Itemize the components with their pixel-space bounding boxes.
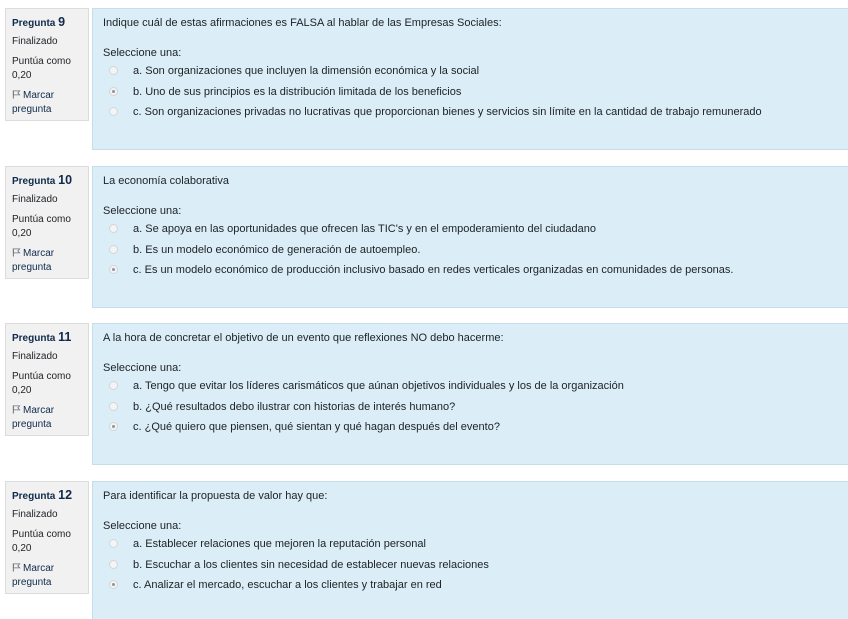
radio-button[interactable] [109,402,118,411]
flag-icon[interactable] [12,563,21,572]
answer-option[interactable] [103,555,848,576]
question-grade: Puntúa como 0,20 [12,55,88,83]
radio-button[interactable] [109,224,118,233]
answer-option[interactable] [103,102,848,123]
answer-list [103,219,848,281]
answer-option[interactable] [103,575,848,596]
answer-list [103,61,848,123]
flag-icon[interactable] [12,405,21,414]
answer-label[interactable]: c. ¿Qué quiero que piensen, qué sientan y qué hagan después del evento? [133,421,500,433]
answer-label[interactable]: c. Son organizaciones privadas no lucrativas que proporcionan bienes y servicios sin límite en la cantidad de trabajo remunerado [133,106,762,118]
question-number-value: 10 [58,173,73,187]
question-number-value: 11 [58,330,72,344]
flag-question-link[interactable]: Marcar pregunta [12,405,55,430]
question-grade: Puntúa como 0,20 [12,528,88,556]
question-block [0,323,848,465]
select-one-prompt: Seleccione una: [103,47,182,59]
question-text: Indique cuál de estas afirmaciones es FALSA al hablar de las Empresas Sociales: [103,17,502,29]
answer-label[interactable]: c. Analizar el mercado, escuchar a los clientes y trabajar en red [133,579,442,591]
grade-value: 0,20 [12,385,32,396]
answer-list [103,534,848,596]
grade-value: 0,20 [12,70,32,81]
radio-button[interactable] [109,422,118,431]
answer-label[interactable]: a. Establecer relaciones que mejoren la reputación personal [133,538,426,550]
radio-button[interactable] [109,560,118,569]
answer-option[interactable] [103,417,848,438]
flag-icon[interactable] [12,248,21,257]
answer-option[interactable] [103,376,848,397]
answer-label[interactable]: b. Es un modelo económico de generación de autoempleo. [133,243,421,256]
question-grade: Puntúa como 0,20 [12,370,88,398]
question-content [92,166,848,308]
question-info [5,166,89,279]
answer-label[interactable]: a. Son organizaciones que incluyen la dimensión económica y la social [133,65,480,77]
flag-question-link[interactable]: Marcar pregunta [12,90,55,115]
question-info [5,481,89,594]
question-number-value: 12 [58,488,73,502]
answer-label[interactable]: b. Escuchar a los clientes sin necesidad de establecer nuevas relaciones [133,558,489,571]
answer-label[interactable]: b. Uno de sus principios es la distribución limitada de los beneficios [133,85,462,98]
answer-option[interactable] [103,260,848,281]
question-number: Pregunta 10 [12,173,73,187]
answer-option[interactable] [103,82,848,103]
question-text: A la hora de concretar el objetivo de un evento que reflexiones NO debo hacerme: [103,332,504,344]
flag-question-link[interactable]: Marcar pregunta [12,563,55,588]
answer-label[interactable]: a. Se apoya en las oportunidades que ofrecen las TIC's y en el empoderamiento del ciudadano [133,223,596,235]
select-one-prompt: Seleccione una: [103,520,182,532]
question-content [92,323,848,465]
answer-list [103,376,848,438]
question-content [92,8,848,150]
radio-button[interactable] [109,381,118,390]
flag-question-link[interactable]: Marcar pregunta [12,248,55,273]
answer-label[interactable]: c. Es un modelo económico de producción inclusivo basado en redes verticales organizadas en comunidades de personas. [133,264,734,276]
radio-button[interactable] [109,265,118,274]
question-state: Finalizado [12,509,58,520]
answer-label[interactable]: a. Tengo que evitar los líderes carismáticos que aúnan objetivos individuales y los de la organización [133,380,624,392]
select-one-prompt: Seleccione una: [103,205,182,217]
question-block [0,481,848,619]
answer-option[interactable] [103,219,848,240]
radio-button[interactable] [109,539,118,548]
radio-button[interactable] [109,580,118,589]
answer-label[interactable]: b. ¿Qué resultados debo ilustrar con historias de interés humano? [133,400,456,413]
question-block [0,166,848,308]
answer-option[interactable] [103,534,848,555]
question-number: Pregunta 11 [12,330,72,344]
question-state: Finalizado [12,194,58,205]
question-block [0,8,848,150]
question-content [92,481,848,619]
question-text: Para identificar la propuesta de valor hay que: [103,490,328,502]
question-grade: Puntúa como 0,20 [12,213,88,241]
answer-option[interactable] [103,397,848,418]
question-number-value: 9 [58,15,66,29]
question-text: La economía colaborativa [103,175,229,187]
flag-icon[interactable] [12,90,21,99]
answer-option[interactable] [103,240,848,261]
question-number: Pregunta 9 [12,15,66,29]
radio-button[interactable] [109,66,118,75]
grade-value: 0,20 [12,228,32,239]
question-info [5,323,89,436]
radio-button[interactable] [109,245,118,254]
radio-button[interactable] [109,87,118,96]
radio-button[interactable] [109,107,118,116]
select-one-prompt: Seleccione una: [103,362,182,374]
question-number: Pregunta 12 [12,488,73,502]
answer-option[interactable] [103,61,848,82]
question-info [5,8,89,121]
question-state: Finalizado [12,36,58,47]
question-state: Finalizado [12,351,58,362]
grade-value: 0,20 [12,543,32,554]
